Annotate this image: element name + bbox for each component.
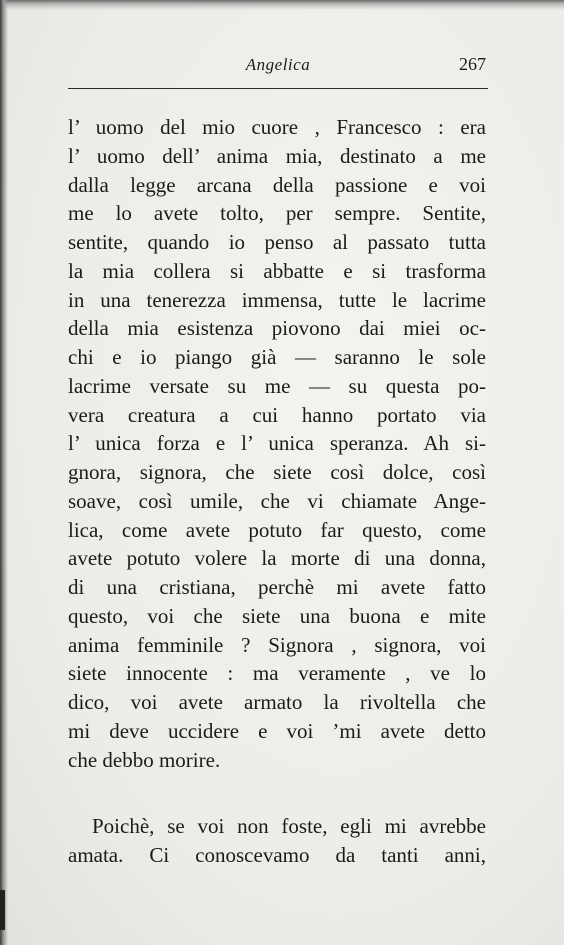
text-line: gnora, signora, che siete così dolce, così [68, 460, 486, 484]
text-line: Poichè, se voi non foste, egli mi avrebbe [92, 814, 486, 839]
text-line: l’ uomo del mio cuore , Francesco : era [68, 115, 486, 139]
text-line: me lo avete tolto, per sempre. Sentite, [68, 201, 486, 226]
text-line: mi deve uccidere e voi ’mi avete detto [68, 718, 486, 743]
text-line: anima femminile ? Signora , signora, voi [68, 632, 486, 657]
text-line: lacrime versate su me — su questa po- [68, 373, 486, 398]
text-line: l’ unica forza e l’ unica speranza. Ah si- [68, 431, 486, 456]
paragraph-gap [68, 774, 486, 812]
scan-left-edge [0, 0, 8, 945]
text-line: sentite, quando io penso al passato tutta [68, 230, 486, 254]
text-line: lica, come avete potuto far questo, come [68, 517, 486, 542]
text-line: vera creatura a cui hanno portato via [68, 402, 486, 427]
text-line: della mia esistenza piovono dai miei oc- [68, 316, 486, 341]
text-line: in una tenerezza immensa, tutte le lacrime [68, 287, 486, 312]
text-line: avete potuto volere la morte di una donna, [68, 546, 486, 571]
paragraph-2 [68, 812, 486, 870]
text-line: la mia collera si abbatte e si trasforma [68, 258, 486, 283]
page-number: 267 [459, 54, 486, 74]
text-line: questo, voi che siete una buona e mite [68, 603, 486, 628]
running-title: Angelica [245, 55, 311, 74]
text-line: dico, voi avete armato la rivoltella che [68, 690, 486, 714]
text-line: che debbo morire. [68, 747, 221, 772]
body-text [68, 113, 486, 870]
scan-binding-mark [0, 890, 5, 930]
text-line: chi e io piango già — saranno le sole [68, 345, 486, 369]
text-line: soave, così umile, che vi chiamate Ange- [68, 488, 486, 513]
text-line: dalla legge arcana della passione e voi [68, 172, 486, 197]
text-line: siete innocente : ma veramente , ve lo [68, 661, 486, 686]
running-head [68, 52, 488, 78]
text-line: l’ uomo dell’ anima mia, destinato a me [68, 143, 486, 168]
text-line: di una cristiana, perchè mi avete fatto [68, 575, 486, 599]
header-rule [68, 88, 488, 89]
text-line: amata. Ci conoscevamo da tanti anni, [68, 843, 486, 867]
scan-top-shadow [0, 0, 564, 10]
paragraph-1 [68, 113, 486, 774]
